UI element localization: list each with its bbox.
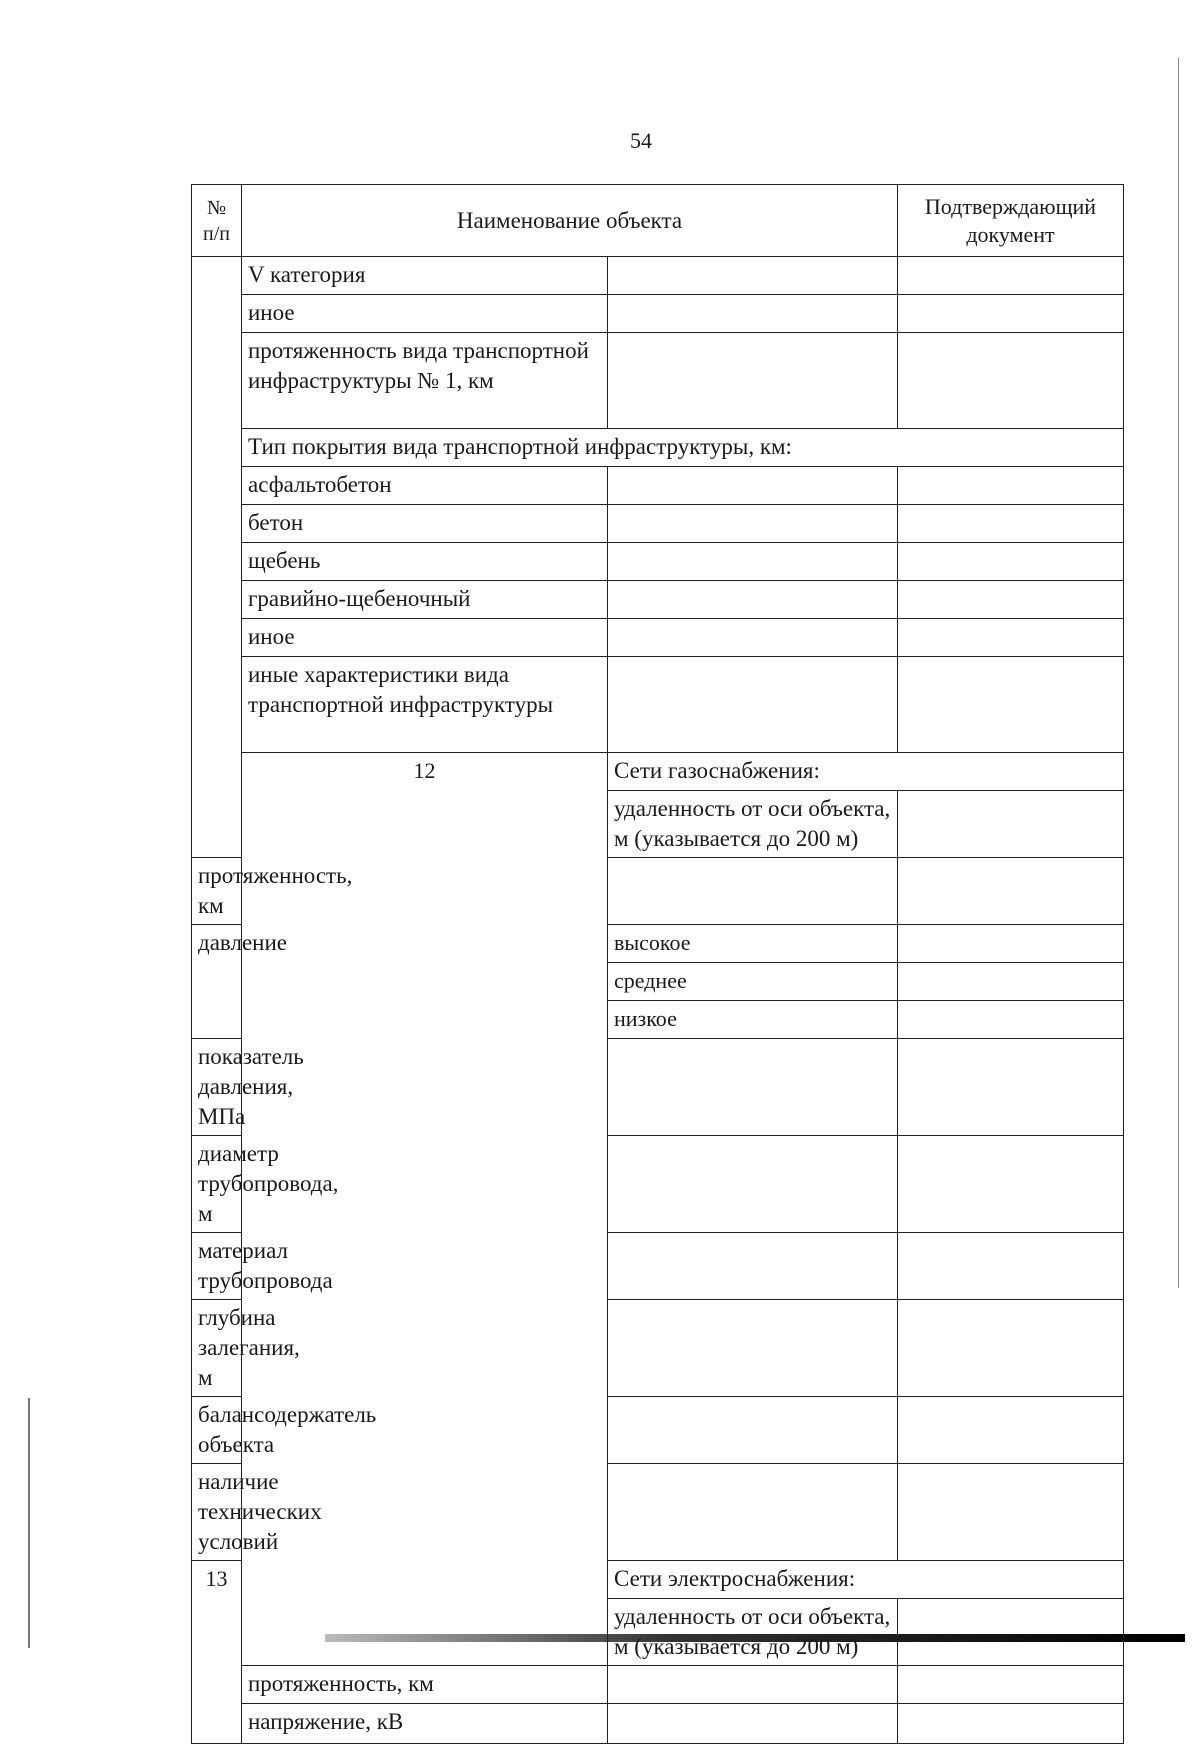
doc-cell[interactable]	[898, 467, 1124, 505]
row-label: глубина залегания, м	[192, 1300, 242, 1397]
table-row	[192, 543, 1124, 581]
row-label: протяженность, км	[242, 1666, 608, 1704]
row-label: удаленность от оси объекта, м (указывается до 200 м)	[608, 1599, 898, 1666]
value-cell[interactable]	[608, 858, 898, 925]
doc-cell[interactable]	[898, 963, 1124, 1001]
table-row	[192, 467, 1124, 505]
scan-edge-left	[28, 1398, 30, 1648]
row-label: асфальтобетон	[242, 467, 608, 505]
row-label: щебень	[242, 543, 608, 581]
row-label: балансодержатель объекта	[192, 1397, 242, 1464]
row-label: материал трубопровода	[192, 1233, 242, 1300]
header-doc: Подтверждающий документ	[898, 185, 1124, 257]
doc-cell[interactable]	[898, 543, 1124, 581]
header-row	[192, 185, 1124, 257]
row-label: удаленность от оси объекта, м (указывается до 200 м)	[608, 791, 898, 858]
value-cell[interactable]	[608, 581, 898, 619]
doc-cell[interactable]	[898, 1666, 1124, 1704]
table-row	[192, 429, 1124, 467]
doc-cell[interactable]	[898, 1397, 1124, 1464]
value-cell[interactable]	[608, 295, 898, 333]
doc-cell[interactable]	[898, 1464, 1124, 1561]
section-title-12: Сети газоснабжения:	[608, 753, 1124, 791]
value-cell[interactable]	[608, 1136, 898, 1233]
value-cell[interactable]	[608, 657, 898, 753]
table-row	[192, 581, 1124, 619]
row-label: протяженность вида транспортной инфраструктуры № 1, км	[242, 333, 608, 429]
doc-cell[interactable]	[898, 1039, 1124, 1136]
row-label: V категория	[242, 257, 608, 295]
row-label: протяженность, км	[192, 858, 242, 925]
doc-cell[interactable]	[898, 925, 1124, 963]
doc-cell[interactable]	[898, 1704, 1124, 1744]
table-row	[192, 1704, 1124, 1744]
row-label: напряжение, кВ	[242, 1704, 608, 1744]
doc-cell[interactable]	[898, 657, 1124, 753]
value-cell[interactable]	[608, 1704, 898, 1744]
pressure-level-high: высокое	[608, 925, 898, 963]
num-cell-empty	[192, 257, 242, 858]
value-cell[interactable]	[608, 257, 898, 295]
section-title-13: Сети электроснабжения:	[608, 1561, 1124, 1599]
table-row	[192, 295, 1124, 333]
row-label: диаметр трубопровода, м	[192, 1136, 242, 1233]
value-cell[interactable]	[608, 1300, 898, 1397]
row-label: показатель давления, МПа	[192, 1039, 242, 1136]
section-number-12: 12	[242, 753, 608, 1666]
row-label: иное	[242, 619, 608, 657]
doc-cell[interactable]	[898, 581, 1124, 619]
row-label: иные характеристики вида транспортной инфраструктуры	[242, 657, 608, 753]
section-number-13: 13	[192, 1561, 242, 1744]
value-cell[interactable]	[608, 543, 898, 581]
value-cell[interactable]	[608, 333, 898, 429]
surface-heading: Тип покрытия вида транспортной инфраструктуры, км:	[242, 429, 1124, 467]
value-cell[interactable]	[608, 1233, 898, 1300]
header-num: № п/п	[192, 185, 242, 257]
pressure-level-low: низкое	[608, 1001, 898, 1039]
value-cell[interactable]	[608, 1666, 898, 1704]
doc-cell[interactable]	[898, 1300, 1124, 1397]
value-cell[interactable]	[608, 619, 898, 657]
doc-cell[interactable]	[898, 295, 1124, 333]
value-cell[interactable]	[608, 1397, 898, 1464]
value-cell[interactable]	[608, 467, 898, 505]
row-label: бетон	[242, 505, 608, 543]
value-cell[interactable]	[898, 1599, 1124, 1666]
object-form-table	[191, 184, 1124, 1744]
header-name: Наименование объекта	[242, 185, 898, 257]
value-cell[interactable]	[898, 791, 1124, 858]
doc-cell[interactable]	[898, 858, 1124, 925]
value-cell[interactable]	[608, 1464, 898, 1561]
doc-cell[interactable]	[898, 333, 1124, 429]
row-label: наличие технических условий	[192, 1464, 242, 1561]
page-number: 54	[630, 128, 652, 153]
doc-cell[interactable]	[898, 1233, 1124, 1300]
table-row	[192, 657, 1124, 753]
pressure-level-medium: среднее	[608, 963, 898, 1001]
section-row-12	[192, 753, 1124, 791]
value-cell[interactable]	[608, 505, 898, 543]
doc-cell[interactable]	[898, 1001, 1124, 1039]
table-row	[192, 619, 1124, 657]
value-cell[interactable]	[608, 1039, 898, 1136]
doc-cell[interactable]	[898, 257, 1124, 295]
doc-cell[interactable]	[898, 1136, 1124, 1233]
table-row	[192, 1666, 1124, 1704]
table-row	[192, 257, 1124, 295]
row-label: давление	[192, 925, 242, 1039]
table-row	[192, 333, 1124, 429]
scan-edge-right	[1178, 58, 1179, 1288]
row-label: гравийно-щебеночный	[242, 581, 608, 619]
doc-cell[interactable]	[898, 505, 1124, 543]
doc-cell[interactable]	[898, 619, 1124, 657]
table-row	[192, 505, 1124, 543]
row-label: иное	[242, 295, 608, 333]
